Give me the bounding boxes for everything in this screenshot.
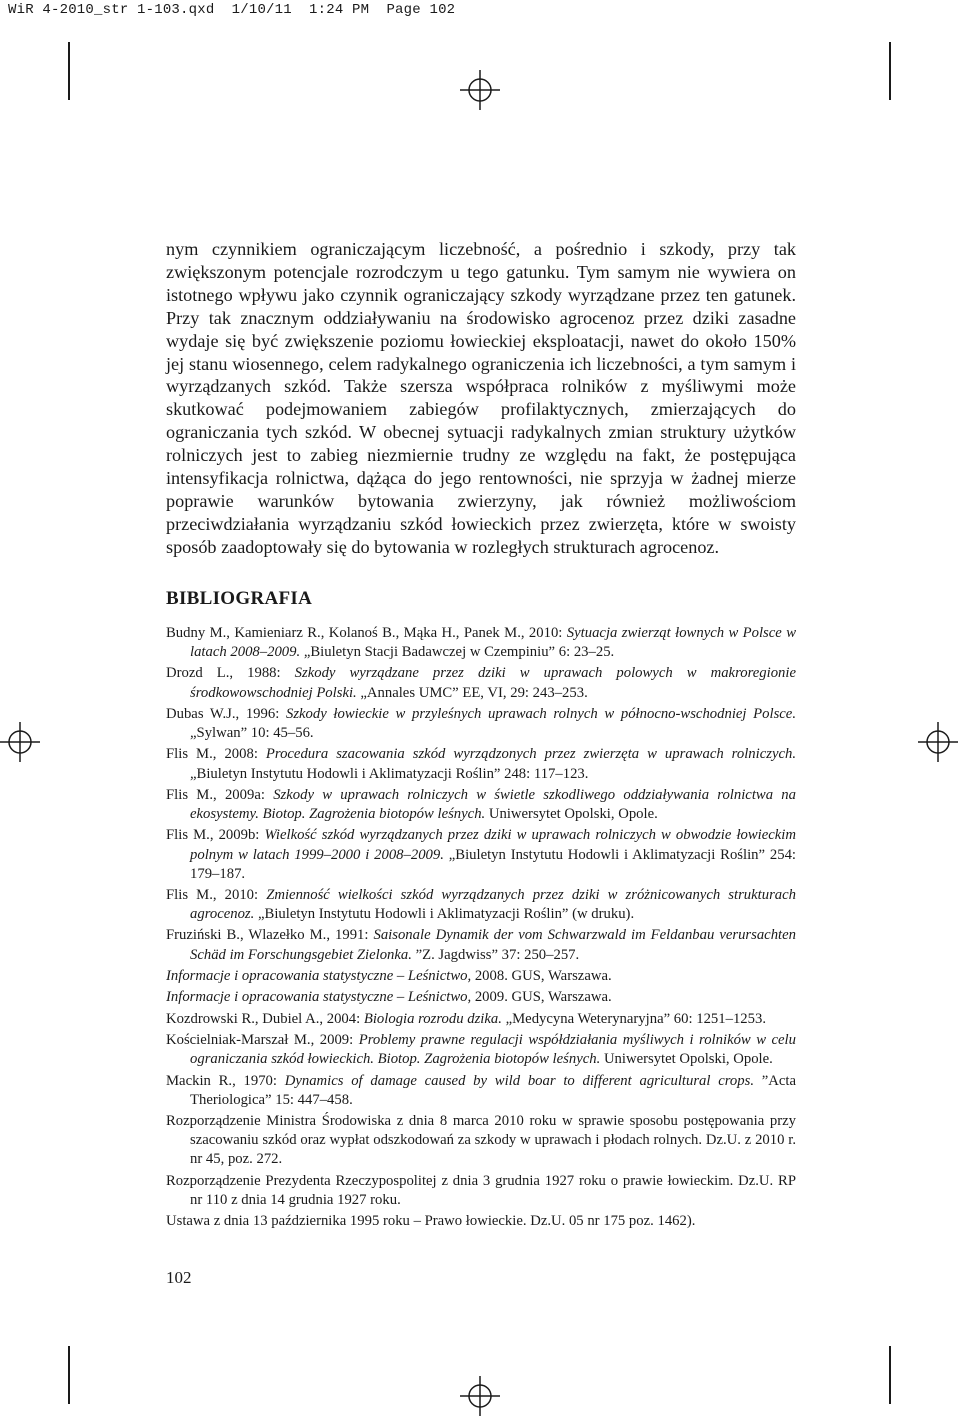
entry-authors: Kościelniak-Marszał M., 2009: [166,1032,359,1049]
entry-authors: Kozdrowski R., Dubiel A., 2004: [166,1010,364,1027]
entry-title: Dynamics of damage caused by wild boar to different agricultural crops. [284,1072,754,1089]
entry-title: Szkody łowieckie w przyleśnych uprawach rolnych w północno-wschodniej Polsce. [285,705,796,722]
entry-source: 2008. GUS, Warszawa. [471,967,612,984]
entry-source: Uniwersytet Opolski, Opole. [600,1051,773,1068]
registration-mark-right [918,722,958,762]
page-number: 102 [166,1268,192,1287]
bibliography-entry [166,1212,796,1231]
crop-mark-top-right [889,42,891,100]
entry-source: „Sylwan” 10: 45–56. [190,725,314,742]
bibliography-list [166,624,796,1231]
crop-mark-top-left [68,42,70,100]
crop-mark-bottom-left [68,1346,70,1404]
entry-title: Szkody w uprawach rolniczych w świetle szkodliwego oddziaływania rolnictwa na ekosystemy. Biotop. Zagrożenia biotopów leśnych. [190,786,796,823]
bibliography-heading: BIBLIOGRAFIA [166,588,313,609]
entry-source: „Medycyna Weterynaryjna” 60: 1251–1253. [501,1010,766,1027]
bibliography-entry [166,664,796,702]
entry-authors: Rozporządzenie Ministra Środowiska z dnia 8 marca 2010 roku w sprawie sposobu postępowania przy szacowaniu szkód oraz wypłat odszkodowań za szkody w uprawach i płodach rolnych. Dz.U. z 2010 r. nr 45, poz. 272. [166,1113,796,1168]
registration-mark-top [460,70,500,110]
print-slug: WiR 4-2010_str 1-103.qxd 1/10/11 1:24 PM Page 102 [8,2,456,18]
registration-mark-left [0,722,40,762]
entry-source: 2009. GUS, Warszawa. [471,989,612,1006]
entry-title: Informacje i opracowania statystyczne – Leśnictwo, [166,989,472,1006]
bibliography-entry [166,926,796,964]
entry-title: Biologia rozrodu dzika. [363,1010,502,1027]
bibliography-entry [166,1072,796,1110]
entry-authors: Dubas W.J., 1996: [166,705,286,722]
bibliography-entry [166,967,796,986]
bibliography-entry [166,786,796,824]
entry-authors: Flis M., 2010: [166,887,267,903]
bibliography-entry [166,1172,796,1210]
entry-authors: Budny M., Kamieniarz R., Kolanoś B., Mąka H., Panek M., 2010: [166,625,567,641]
entry-source: ”Z. Jagdwiss” 37: 250–257. [411,946,580,963]
entry-authors: Fruziński B., Wlazełko M., 1991: [166,927,374,944]
bibliography-entry [166,624,796,662]
bibliography-entry [166,1010,796,1029]
entry-title: Sytuacja zwierząt łownych w Polsce w latach 2008–2009. [190,625,796,661]
bibliography-entry [166,1112,796,1169]
entry-source: ”Acta Theriologica” 15: 447–458. [190,1072,796,1108]
entry-authors: Ustawa z dnia 13 października 1995 roku – Prawo łowieckie. Dz.U. 05 nr 175 poz. 1462). [166,1213,696,1230]
crop-mark-bottom-right [889,1346,891,1404]
registration-mark-bottom [460,1376,500,1416]
entry-authors: Flis M., 2009a: [166,786,274,803]
entry-title: Szkody wyrządzane przez dziki w uprawach polowych w makroregionie środkowowschodniej Polski. [190,665,796,701]
entry-source: Uniwersytet Opolski, Opole. [485,806,658,823]
entry-source: „Biuletyn Stacji Badawczej w Czempiniu” 6: 23–25. [300,644,615,661]
entry-authors: Flis M., 2008: [166,746,266,763]
entry-title: Problemy prawne regulacji współdziałania myśliwych i rolników w celu ograniczania szkód łowieckich. Biotop. Zagrożenia biotopów leśnych. [190,1032,796,1068]
entry-title: Informacje i opracowania statystyczne – Leśnictwo, [166,967,472,984]
entry-authors: Drozd L., 1988: [166,665,295,682]
entry-title: Wielkość szkód wyrządzanych przez dziki w uprawach rolniczych w obwodzie łowieckim polnym w latach 1999–2000 i 2008–2009. [190,827,796,863]
entry-source: „Biuletyn Instytutu Hodowli i Aklimatyzacji Roślin” 254: 179–187. [190,846,797,882]
bibliography-entry [166,988,796,1007]
entry-source: „Annales UMC” EE, VI, 29: 243–253. [356,684,588,701]
entry-authors: Rozporządzenie Prezydenta Rzeczypospolitej z dnia 3 grudnia 1927 roku o prawie łowieckim. Dz.U. RP nr 110 z dnia 14 grudnia 1927 roku. [166,1172,796,1208]
entry-authors: Mackin R., 1970: [166,1072,285,1089]
bibliography-entry [166,886,796,924]
entry-title: Zmienność wielkości szkód wyrządzanych przez dziki w zróżnicowanych strukturach agrocenoz. [190,887,796,923]
bibliography-entry [166,705,796,743]
bibliography-entry [166,826,796,883]
entry-authors: Flis M., 2009b: [166,827,265,844]
entry-source: „Biuletyn Instytutu Hodowli i Aklimatyzacji Roślin” (w druku). [254,906,635,923]
bibliography-entry [166,745,796,783]
entry-title: Saisonale Dynamik der vom Schwarzwald im Feldanbau verursachten Schäd im Forschungsgebiet Zielonka. [190,927,796,963]
entry-source: „Biuletyn Instytutu Hodowli i Aklimatyzacji Roślin” 248: 117–123. [190,765,589,782]
entry-title: Procedura szacowania szkód wyrządzonych przez zwierzęta w uprawach rolniczych. [265,746,796,763]
bibliography-entry [166,1031,796,1069]
body-paragraph: nym czynnikiem ograniczającym liczebność, a pośrednio i szkody, przy tak zwiększonym potencjale rozrodczym u tego gatunku. Tym samym nie wywiera on istotnego wpływu jako czynnik ograniczający szkody wyrządzane przez ten gatunek. Przy tak znacznym oddziaływaniu na środowisko agrocenoz przez dziki zasadne wydaje się być zwiększenie poziomu łowieckiej eksploatacji, nawet do około 150% jej stanu wiosennego, celem radykalnego ograniczenia ich liczebności, a tym samym i wyrządzanych szkód. Także szersza współpraca rolników z myśliwymi może skutkować podejmowaniem zabiegów profilaktycznych, zmierzających do ograniczania tych szkód. W obecnej sytuacji radykalnych zmian struktury użytków rolniczych jest to zabieg niezmiernie trudny ze względu na fakt, że postępująca intensyfikacja rolnictwa, dążąca do jego rentowności, nie sprzyja w żadnej mierze poprawie warunków bytowania zwierzyny, jak również możliwościom przeciwdziałania wyrządzaniu szkód łowieckich przez zwierzęta, które w swoisty sposób zaadoptowały się do bytowania w rozległych strukturach agrocenoz. [166,239,796,557]
body-text [166,238,796,559]
